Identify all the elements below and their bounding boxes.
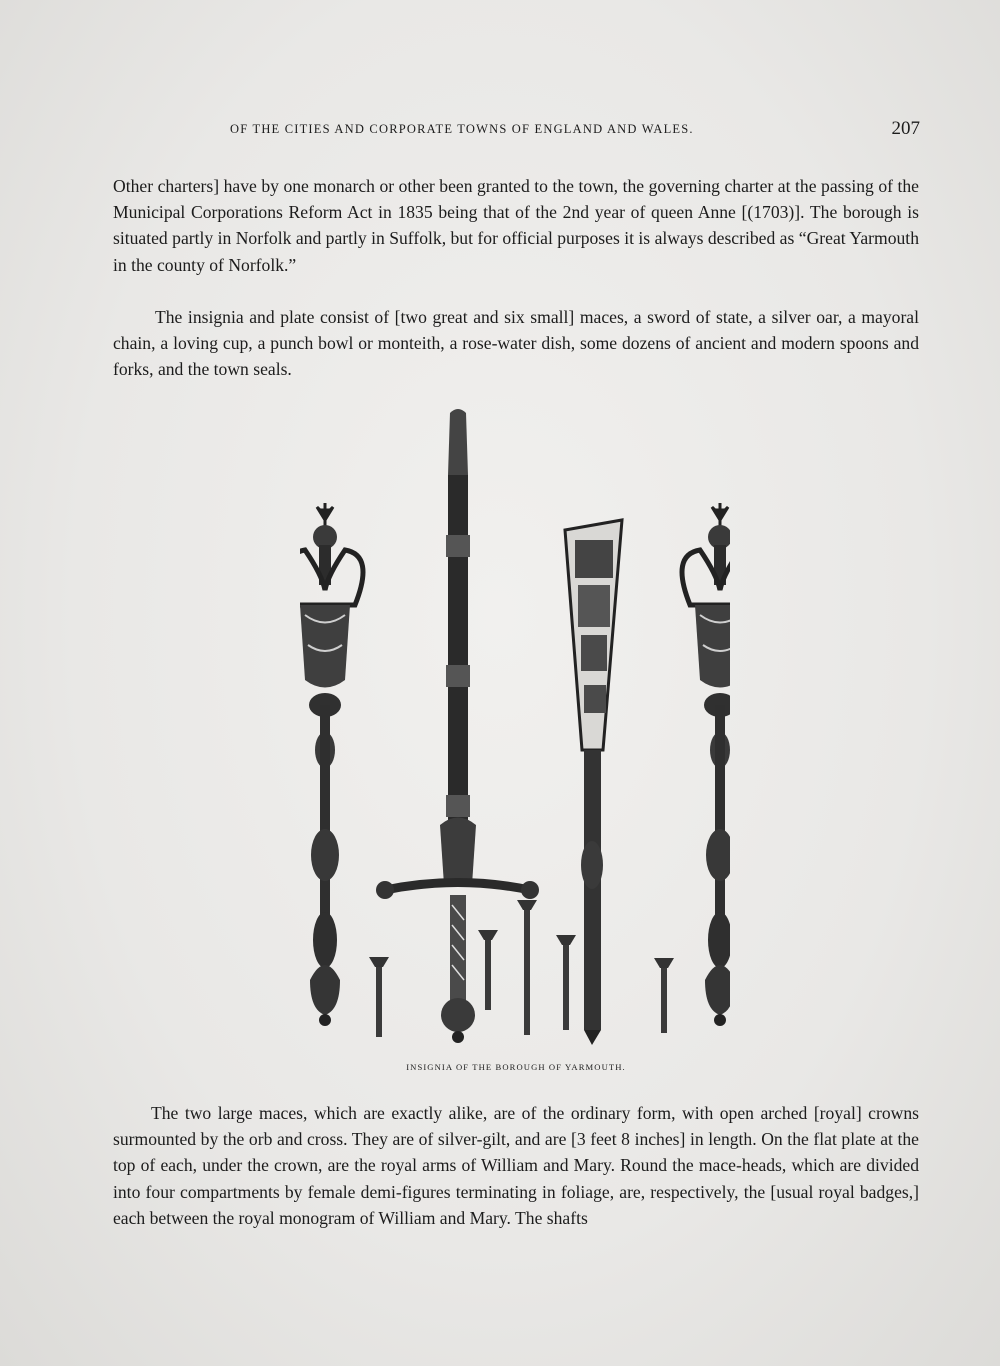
small-mace-4 bbox=[556, 935, 576, 1030]
paragraph-great-maces: The two large maces, which are exactly alike, are of the ordinary form, with open arched [royal] crowns surmounted by the orb and cross. They are of silver-gilt, and are [3 feet 8 inches] in length. On the flat plate at the top of each, under the crown, are the royal arms of William and Mary. Round the mace-heads, which are divided into four compartments by female demi-figures terminating in foliage, are, respectively, the [usual royal badges,] each between the royal monogram of William and Mary. The shafts bbox=[113, 1103, 919, 1228]
sword-of-state bbox=[376, 409, 539, 1043]
figure-caption: INSIGNIA OF THE BOROUGH OF YARMOUTH. bbox=[406, 1062, 626, 1072]
page-number: 207 bbox=[891, 118, 920, 139]
small-mace-5 bbox=[654, 958, 674, 1033]
small-mace-3 bbox=[517, 900, 537, 1035]
insignia-illustration bbox=[300, 405, 730, 1060]
paragraph-charters: Other charters] have by one monarch or other been granted to the town, the governing charter at the passing of the Municipal Corporations Reform Act in 1835 being that of the 2nd year of queen Anne [(1703)]. The borough is situated partly in Norfolk and partly in Suffolk, but for official purposes it is always described as “Great Yarmouth in the county of Norfolk.” bbox=[113, 176, 919, 275]
small-mace-1 bbox=[369, 957, 389, 1037]
great-mace-right bbox=[682, 503, 730, 1026]
insignia-engraving bbox=[300, 405, 730, 1060]
great-mace-left bbox=[300, 503, 363, 1026]
running-title: OF THE CITIES AND CORPORATE TOWNS OF ENGLAND AND WALES. bbox=[230, 122, 694, 136]
small-mace-2 bbox=[478, 930, 498, 1010]
paragraph-insignia-list: The insignia and plate consist of [two great and six small] maces, a sword of state, a silver oar, a mayoral chain, a loving cup, a punch bowl or monteith, a rose-water dish, some dozens of ancient and modern spoons and forks, and the town seals. bbox=[113, 307, 919, 380]
silver-oar bbox=[565, 520, 622, 1045]
running-head bbox=[112, 120, 920, 144]
